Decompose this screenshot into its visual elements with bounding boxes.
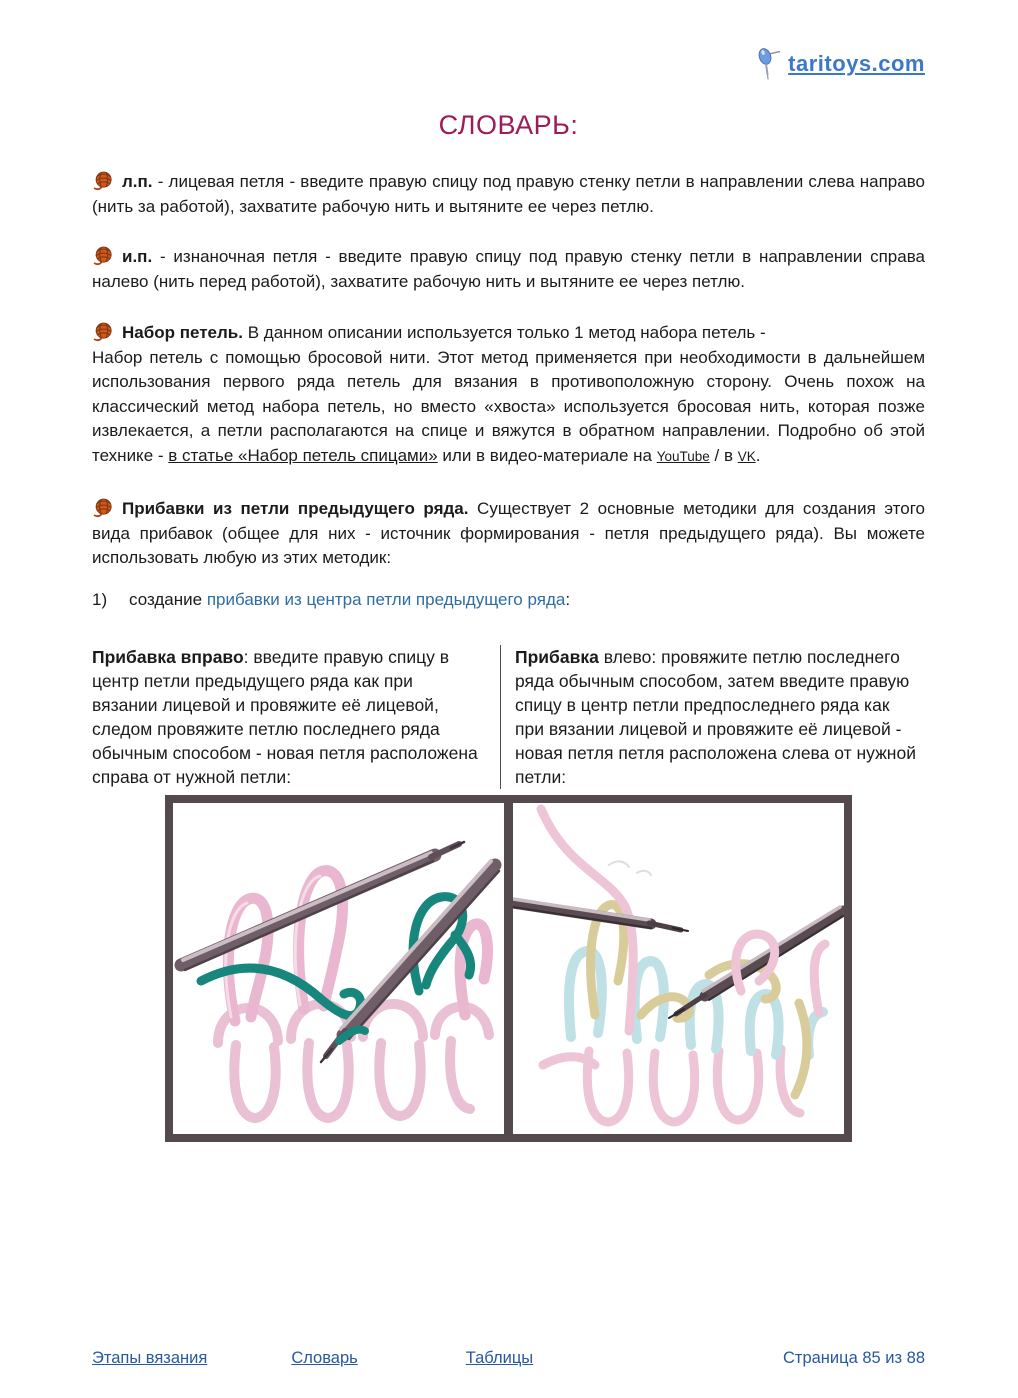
term-lp: л.п. — [122, 172, 153, 191]
pushpin-icon — [755, 46, 781, 82]
paragraph-purl-stitch — [92, 245, 925, 294]
paragraph-cast-on — [92, 321, 925, 469]
column-lead: Прибавка — [515, 646, 599, 667]
paragraph-increases — [92, 497, 925, 571]
yarn-ball-icon — [92, 245, 113, 266]
column-text: влево: провяжите петлю последнего ряда обычным способом, затем введите правую спицу в центр петли предпоследнего ряда как при вязании лицевой и провяжите её лицевой - новая петля петля расположена слева от нужной петли: — [515, 646, 916, 787]
knitting-diagram-increase-left — [513, 803, 844, 1134]
article-link[interactable]: в статье «Набор петель спицами» — [168, 445, 438, 465]
list-item-1 — [92, 588, 925, 612]
site-link[interactable]: taritoys.com — [788, 51, 925, 76]
figure-increase-right — [173, 803, 504, 1134]
term-ip: и.п. — [122, 247, 153, 266]
page-indicator: Страница 85 из 88 — [782, 1349, 925, 1367]
term-increases: Прибавки из петли предыдущего ряда. — [122, 499, 469, 518]
yarn-ball-icon — [92, 170, 113, 191]
column-text: : введите правую спицу в центр петли предыдущего ряда как при вязании лицевой и провяжите её лицевой, следом провяжите петлю последнего ряда обычным способом - новая петля расположена справа от нужной петли: — [92, 646, 478, 787]
yarn-ball-icon — [92, 497, 113, 518]
list-text: создание — [129, 589, 207, 609]
column-increase-left — [500, 645, 925, 789]
page-header — [92, 44, 925, 84]
paragraph-text: - изнаночная петля - введите правую спицу под правую стенку петли в направлении справа налево (нить перед работой), захватите рабочую нить и вытяните ее через петлю. — [92, 247, 925, 291]
paragraph-text: Набор петель с помощью бросовой нити. Этот метод применяется при необходимости в дальнейшем использования первого ряда петель для вязания в противоположную сторону. Очень похож на классический метод набора петель, но вместо «хвоста» используется бросовая нить, которая позже извлекается, а петли располагаются на спице и вяжутся в обратном направлении. Подробно об этой технике - — [92, 347, 925, 465]
paragraph-knit-stitch — [92, 170, 925, 219]
page-title: СЛОВАРЬ: — [438, 110, 579, 140]
footer-link-stages[interactable]: Этапы вязания — [92, 1349, 208, 1367]
list-number: 1) — [92, 589, 108, 609]
column-lead: Прибавка вправо — [92, 646, 244, 667]
term-cast-on: Набор петель. — [122, 323, 243, 342]
paragraph-text: Существует 2 основные методики для создания этого вида прибавок (общее для них - источник формирования - петля предыдущего ряда). Вы можете использовать любую из этих методик: — [92, 499, 925, 567]
knitting-diagram-increase-right — [173, 803, 504, 1134]
figure-increase-left — [504, 803, 844, 1134]
yarn-ball-icon — [92, 321, 113, 342]
column-increase-right — [92, 645, 500, 789]
page-footer — [92, 1349, 925, 1368]
figure-block — [165, 795, 852, 1142]
center-increase-link[interactable]: прибавки из центра петли предыдущего ряда — [206, 589, 566, 609]
paragraph-text: . — [755, 445, 761, 465]
list-text: : — [565, 589, 571, 609]
footer-link-glossary[interactable]: Словарь — [291, 1349, 358, 1367]
paragraph-text: или в видео-материале на — [437, 445, 657, 465]
paragraph-text: - лицевая петля - введите правую спицу под правую стенку петли в направлении слева направо (нить за работой), захватите рабочую нить и вытяните ее через петлю. — [92, 172, 925, 216]
youtube-link[interactable]: YouTube — [656, 448, 710, 464]
paragraph-text: / в — [709, 445, 738, 465]
vk-link[interactable]: VK — [737, 448, 756, 464]
footer-link-tables[interactable]: Таблицы — [465, 1349, 534, 1367]
increase-columns — [92, 645, 925, 789]
paragraph-text: В данном описании используется только 1 метод набора петель - — [242, 323, 766, 342]
